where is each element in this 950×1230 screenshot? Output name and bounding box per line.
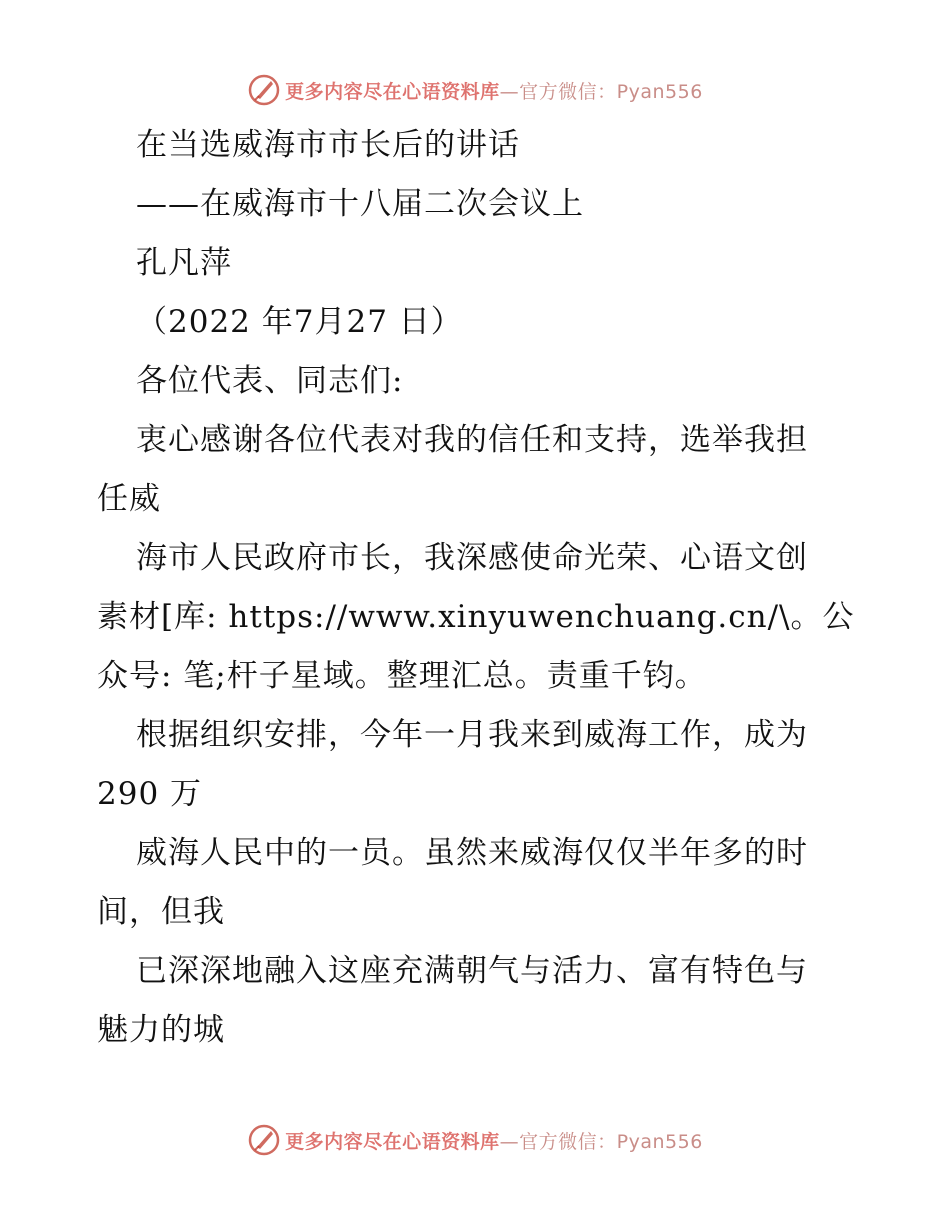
- quill-logo-icon: [247, 1123, 281, 1157]
- speech-author: 孔凡萍: [136, 245, 232, 281]
- paragraph-line: 根据组织安排，今年一月我来到威海工作，成为: [136, 717, 808, 753]
- paragraph-line: 众号: 笔;杆子星域。整理汇总。责重千钧。: [97, 658, 707, 694]
- header-watermark: [0, 70, 950, 110]
- paragraph-line: 衷心感谢各位代表对我的信任和支持，选举我担: [136, 422, 808, 458]
- watermark-contact: —官方微信：Pyan556: [499, 1130, 703, 1153]
- speech-subtitle: ——在威海市十八届二次会议上: [136, 186, 584, 222]
- paragraph-line: 已深深地融入这座充满朝气与活力、富有特色与: [136, 953, 808, 989]
- paragraph-line: 290 万: [97, 776, 203, 812]
- salutation: 各位代表、同志们:: [136, 363, 404, 399]
- watermark-brand: 更多内容尽在心语资料库: [285, 80, 500, 103]
- document-body: [97, 116, 857, 1060]
- paragraph-line: 任威: [97, 481, 161, 517]
- watermark-contact: —官方微信：Pyan556: [499, 80, 703, 103]
- paragraph-line: 海市人民政府市长，我深感使命光荣、心语文创: [136, 540, 808, 576]
- watermark-text: [285, 77, 703, 104]
- watermark-brand: 更多内容尽在心语资料库: [285, 1130, 500, 1153]
- speech-title: 在当选威海市市长后的讲话: [136, 127, 520, 163]
- speech-date: （2022 年7月27 日）: [136, 304, 463, 340]
- paragraph-line: 素材[库: https://www.xinyuwenchuang.cn/\。公: [97, 599, 855, 635]
- quill-logo-icon: [247, 73, 281, 107]
- paragraph-line: 魅力的城: [97, 1012, 225, 1048]
- paragraph-line: 威海人民中的一员。虽然来威海仅仅半年多的时: [136, 835, 808, 871]
- watermark-text: [285, 1127, 703, 1154]
- footer-watermark: [0, 1120, 950, 1160]
- paragraph-line: 间，但我: [97, 894, 225, 930]
